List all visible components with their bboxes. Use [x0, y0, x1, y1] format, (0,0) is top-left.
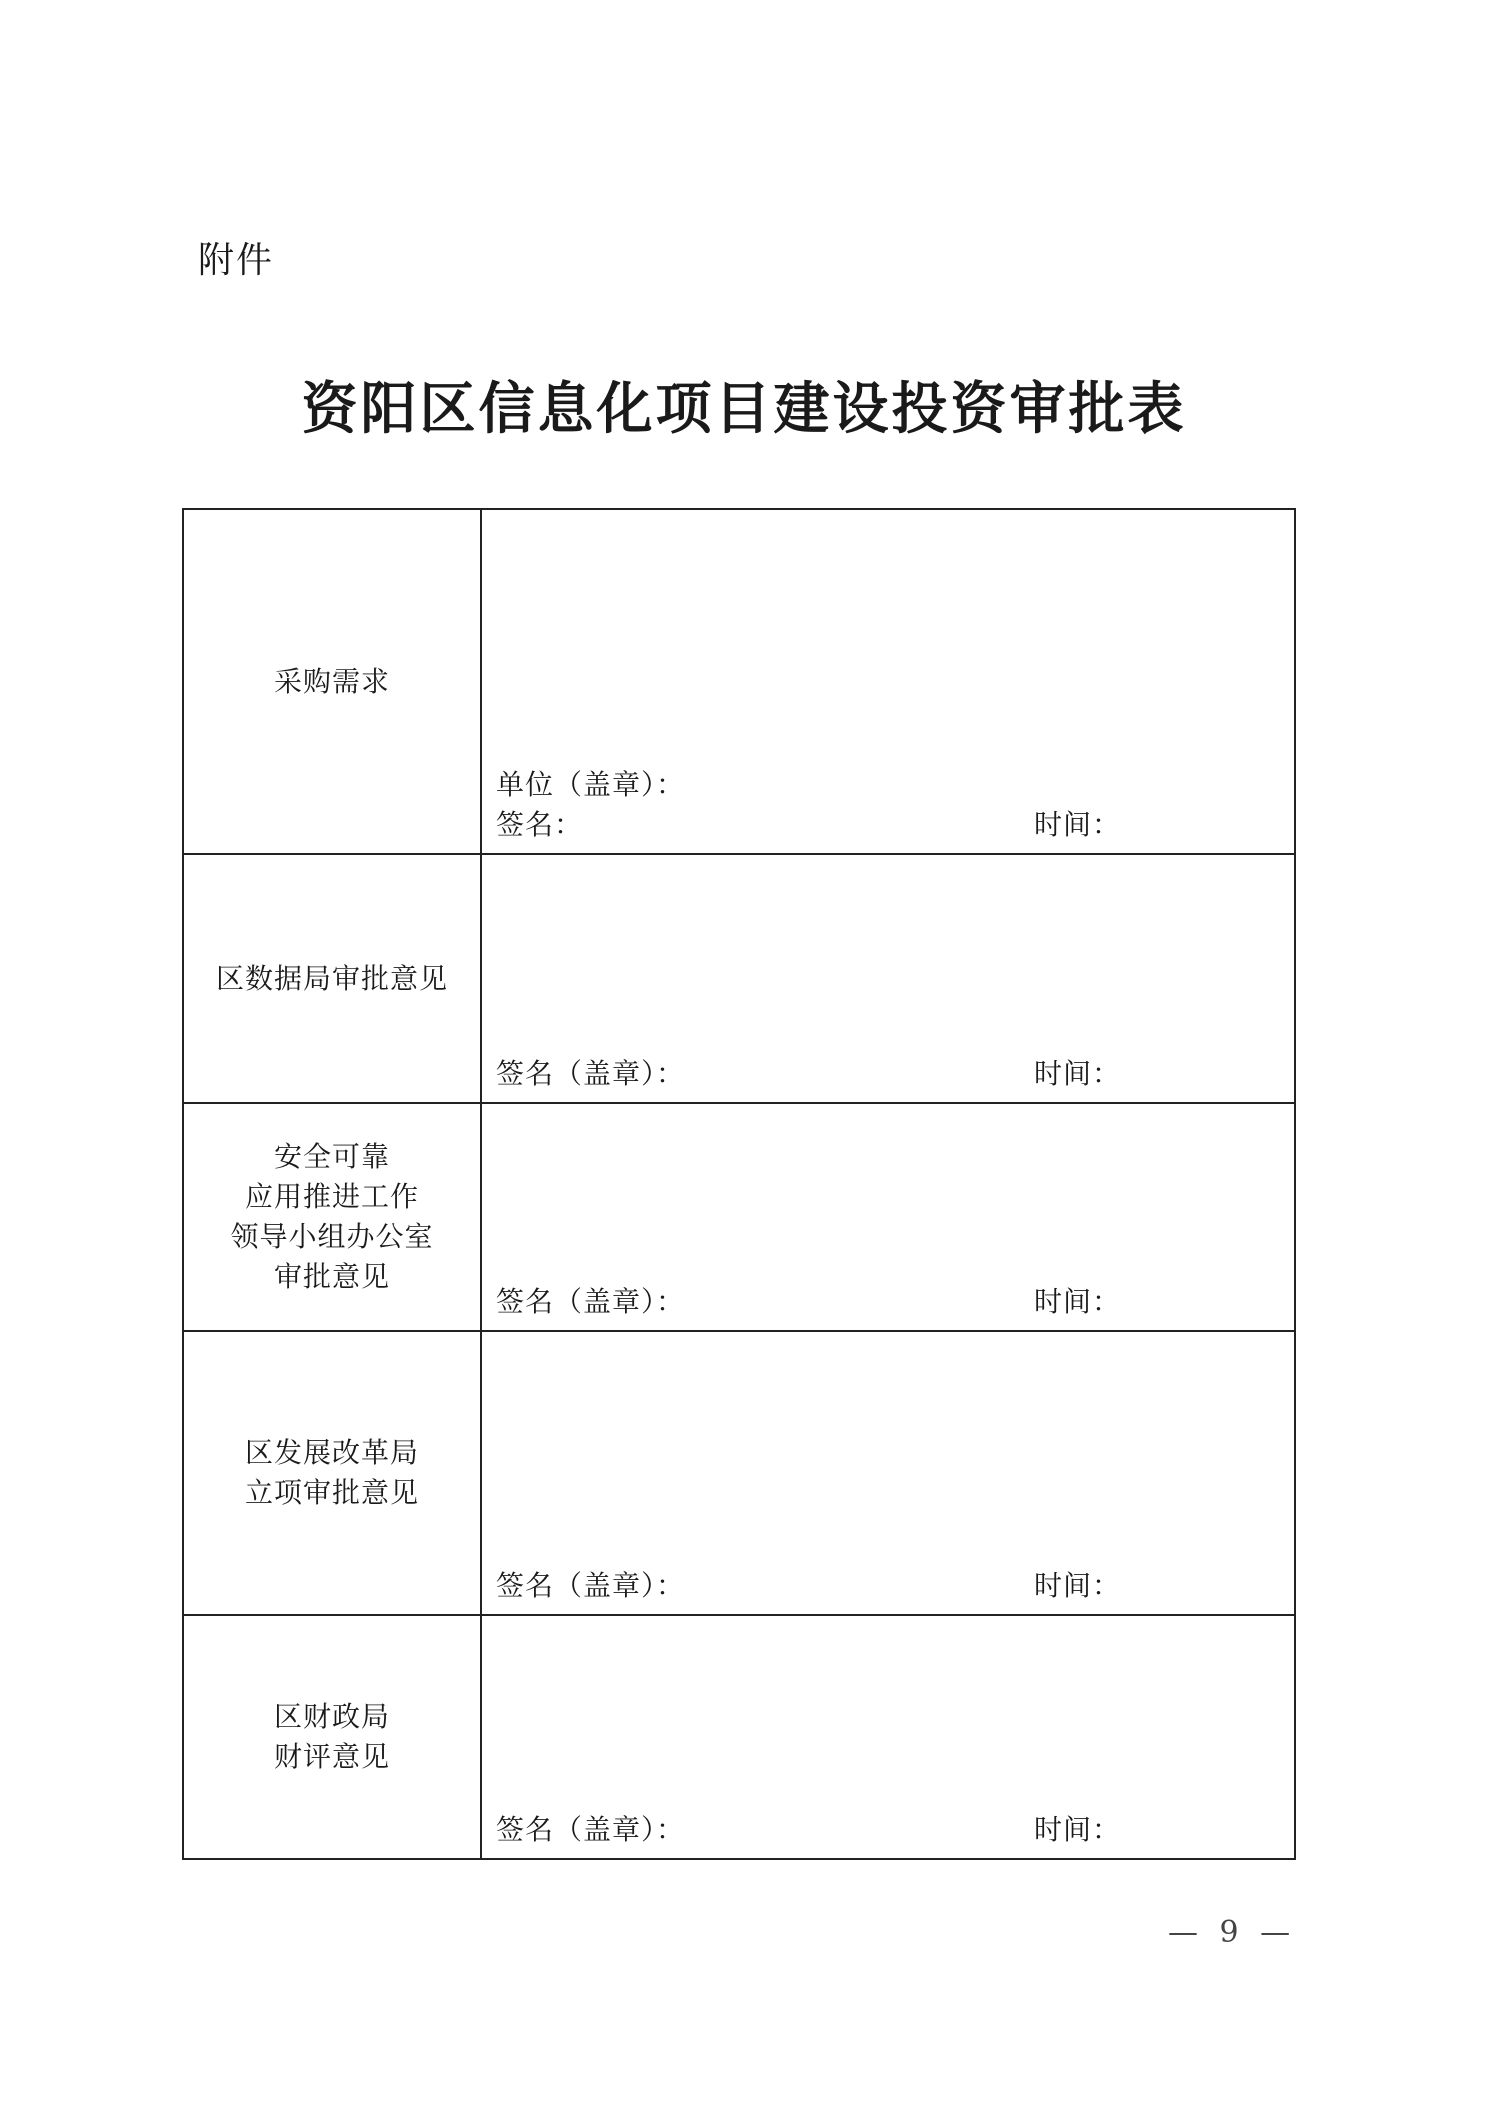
label-line: 区财政局	[273, 1700, 390, 1733]
label-line: 审批意见	[273, 1260, 390, 1293]
signature-label: 签名：	[496, 808, 584, 841]
signature-row	[496, 1054, 1294, 1094]
row-finance-bureau-review	[183, 1615, 1295, 1859]
attachment-label: 附件	[198, 240, 275, 281]
time-label: 时间：	[1034, 1813, 1122, 1846]
label-line: 区数据局审批意见	[215, 961, 448, 995]
sign-area	[496, 1054, 1294, 1094]
time-label: 时间：	[1034, 1057, 1122, 1090]
label-security-office-approval	[183, 1103, 481, 1331]
content-development-reform-approval[interactable]	[481, 1331, 1295, 1615]
signature-label: 签名（盖章）：	[496, 1813, 686, 1846]
row-security-office-approval	[183, 1103, 1295, 1331]
label-line: 立项审批意见	[244, 1476, 419, 1509]
label-procurement-demand	[183, 509, 481, 854]
sign-area	[496, 1282, 1294, 1322]
signature-label: 签名（盖章）：	[496, 1285, 686, 1318]
unit-stamp-row	[496, 765, 1294, 805]
signature-row	[496, 805, 1294, 845]
content-procurement-demand[interactable]	[481, 509, 1295, 854]
label-line: 安全可靠	[273, 1140, 390, 1173]
signature-row	[496, 1566, 1294, 1606]
row-development-reform-approval	[183, 1331, 1295, 1615]
document-title: 资阳区信息化项目建设投资审批表	[301, 376, 1187, 442]
sign-area	[496, 765, 1294, 845]
label-finance-bureau-review	[183, 1615, 481, 1859]
signature-row	[496, 1810, 1294, 1850]
label-line: 采购需求	[273, 664, 390, 698]
page-number: — 9 —	[1168, 1915, 1297, 1950]
label-development-reform-approval	[183, 1331, 481, 1615]
label-line: 财评意见	[273, 1740, 390, 1773]
signature-label: 签名（盖章）：	[496, 1057, 686, 1090]
label-line: 领导小组办公室	[230, 1220, 434, 1253]
sign-area	[496, 1566, 1294, 1606]
signature-label: 签名（盖章）：	[496, 1569, 686, 1602]
sign-area	[496, 1810, 1294, 1850]
signature-row	[496, 1282, 1294, 1322]
time-label: 时间：	[1034, 808, 1122, 841]
row-data-bureau-approval	[183, 854, 1295, 1103]
content-security-office-approval[interactable]	[481, 1103, 1295, 1331]
approval-form-table	[182, 508, 1296, 1860]
content-data-bureau-approval[interactable]	[481, 854, 1295, 1103]
unit-stamp-label: 单位（盖章）：	[496, 768, 686, 801]
time-label: 时间：	[1034, 1285, 1122, 1318]
label-line: 区发展改革局	[244, 1436, 419, 1469]
row-procurement-demand	[183, 509, 1295, 854]
content-finance-bureau-review[interactable]	[481, 1615, 1295, 1859]
label-data-bureau-approval	[183, 854, 481, 1103]
time-label: 时间：	[1034, 1569, 1122, 1602]
label-line: 应用推进工作	[244, 1180, 419, 1213]
